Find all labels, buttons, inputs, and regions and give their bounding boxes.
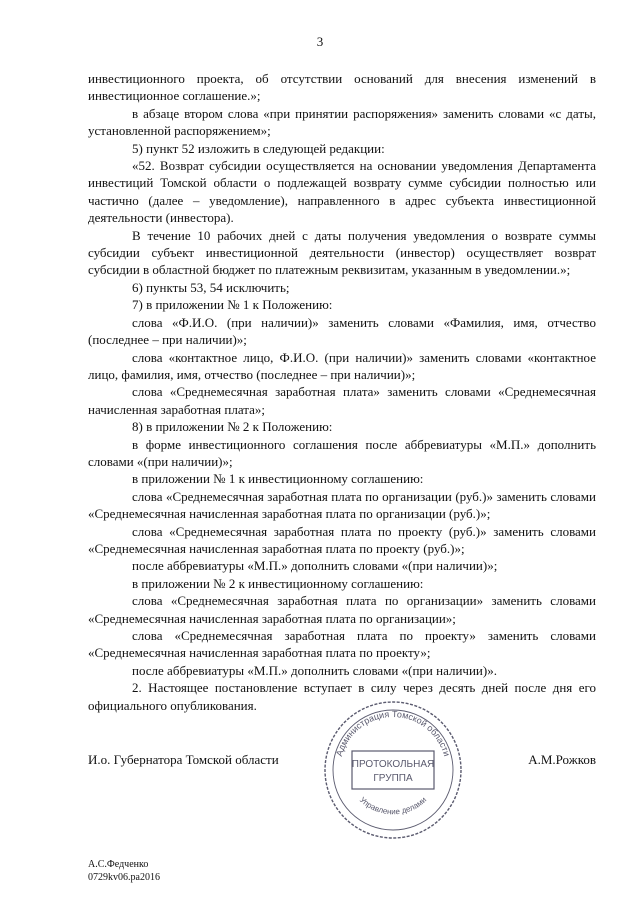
paragraph: «52. Возврат субсидии осуществляется на основании уведомления Департамента инвестиций Томской области о подлежащей возврату сумме субсидии полностью или частично (далее – уведомление), направленного в адрес субъекта инвестиционной деятельности (инвестора). xyxy=(88,158,596,226)
paragraph: после аббревиатуры «М.П.» дополнить словами «(при наличии)». xyxy=(132,662,497,678)
signatory-title: И.о. Губернатора Томской области xyxy=(88,752,279,767)
document-body xyxy=(88,70,596,714)
paragraph: слова «Среднемесячная заработная плата по проекту» заменить словами «Среднемесячная начисленная заработная плата по проекту»; xyxy=(88,628,596,661)
paragraph: после аббревиатуры «М.П.» дополнить словами «(при наличии)»; xyxy=(132,558,498,574)
svg-text:Управление делами xyxy=(358,795,428,816)
signatory-name: А.М.Рожков xyxy=(528,752,596,767)
footer-author: А.С.Федченко xyxy=(88,859,149,870)
seal-stamp xyxy=(318,695,468,845)
stamp-outer-text: Администрация Томской области xyxy=(333,708,453,758)
stamp-bottom-text: Управление делами xyxy=(357,795,429,817)
paragraph: слова «Среднемесячная заработная плата по проекту (руб.)» заменить словами «Среднемесячная начисленная заработная плата по проекту (руб.)»; xyxy=(88,523,596,556)
footer-doc-code: 0729kv06.pa2016 xyxy=(88,872,160,883)
paragraph: 6) пункты 53, 54 исключить; xyxy=(132,279,290,295)
paragraph: слова «Ф.И.О. (при наличии)» заменить словами «Фамилия, имя, отчество (последнее – при наличии)»; xyxy=(88,314,596,348)
paragraph: слова «контактное лицо, Ф.И.О. (при наличии)» заменить словами «контактное лицо, фамилия, имя, отчество (последнее – при наличии)»; xyxy=(88,349,596,382)
stamp-center-line2: ГРУППА xyxy=(373,773,413,784)
paragraph: в форме инвестиционного соглашения после аббревиатуры «М.П.» дополнить словами «(при наличии)»; xyxy=(88,436,596,469)
paragraph: В течение 10 рабочих дней с даты получения уведомления о возврате суммы субсидии субъект инвестиционной деятельности (инвестор) осуществляет возврат субсидии в областной бюджет по платежным реквизитам, указанным в уведомлении.»; xyxy=(88,227,596,278)
paragraph: в абзаце втором слова «при принятии распоряжения» заменить словами «с даты, установленной распоряжением»; xyxy=(88,105,596,139)
paragraph: 2. Настоящее постановление вступает в силу через десять дней после дня его официального опубликования. xyxy=(88,680,596,713)
paragraph: в приложении № 2 к инвестиционному соглашению: xyxy=(132,575,424,591)
paragraph: в приложении № 1 к инвестиционному соглашению: xyxy=(132,471,424,487)
paragraph: слова «Среднемесячная заработная плата по организации (руб.)» заменить словами «Среднемесячная начисленная заработная плата по организации (руб.)»; xyxy=(88,488,596,522)
page-number: 3 xyxy=(316,34,324,49)
document-footer xyxy=(88,858,160,884)
stamp-center-line1: ПРОТОКОЛЬНАЯ xyxy=(351,759,435,770)
paragraph: 8) в приложении № 2 к Положению: xyxy=(132,419,333,435)
paragraph: слова «Среднемесячная заработная плата» заменить словами «Среднемесячная начисленная заработная плата»; xyxy=(88,384,596,417)
paragraph: 5) пункт 52 изложить в следующей редакции: xyxy=(132,140,385,156)
paragraph: инвестиционного проекта, об отсутствии оснований для внесения изменений в инвестиционное соглашение.»; xyxy=(88,71,596,104)
paragraph: слова «Среднемесячная заработная плата по организации» заменить словами «Среднемесячная начисленная заработная плата по организации»; xyxy=(88,593,596,626)
paragraph: 7) в приложении № 1 к Положению: xyxy=(132,297,333,313)
